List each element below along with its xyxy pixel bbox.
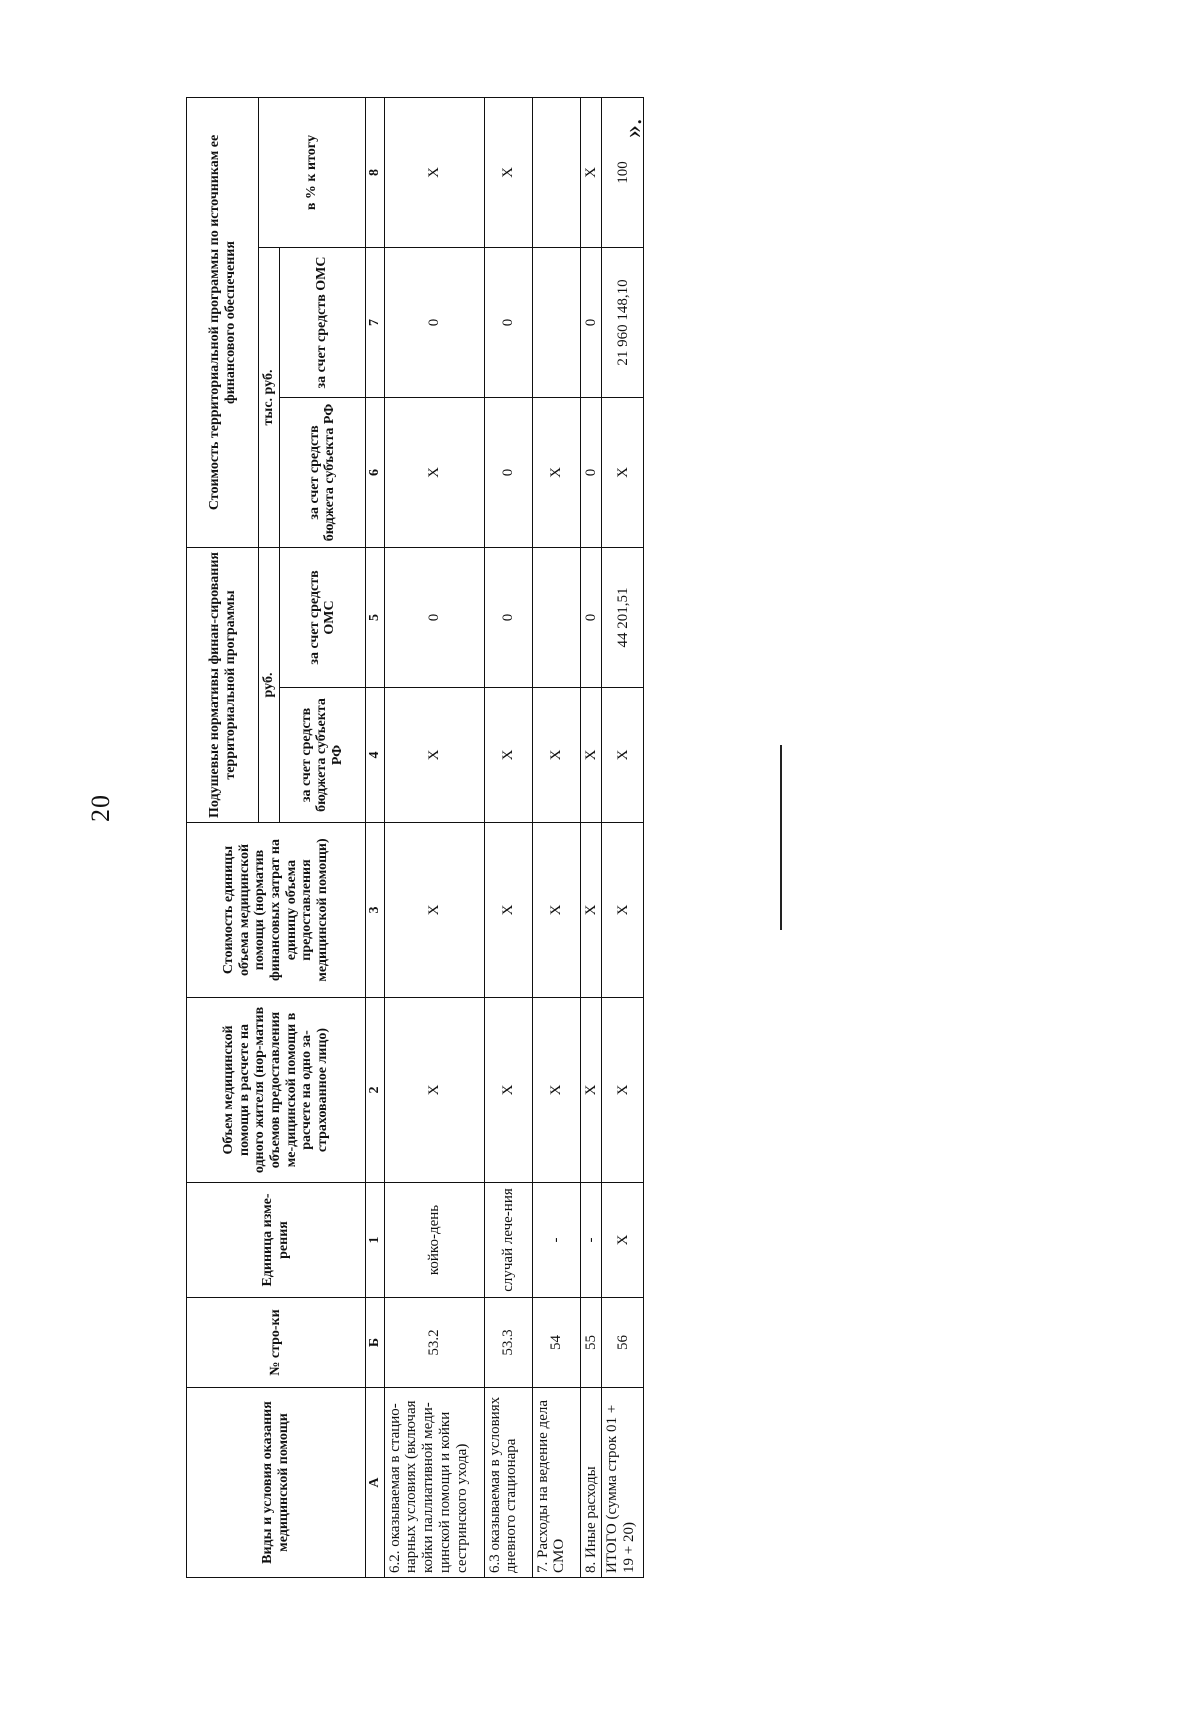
cell-unit-cost: X (484, 823, 532, 998)
closing-quote: ». (618, 118, 647, 138)
column-number: 4 (365, 688, 384, 823)
cell-kind: ИТОГО (сумма строк 01 + 19 + 20) (602, 1388, 644, 1578)
column-number: 7 (365, 248, 384, 398)
column-number: 6 (365, 398, 384, 548)
table-row (484, 98, 532, 1578)
header-pc-budget: за счет средств бюджета субъекта РФ (279, 688, 365, 823)
cell-pct: X (484, 98, 532, 248)
header-pct: в % к итогу (259, 98, 366, 248)
cell-pct: 100 (602, 98, 644, 248)
cell-pc-budget: X (384, 688, 484, 823)
header-pc-oms: за счет средств ОМС (279, 548, 365, 688)
cell-cost-oms (532, 248, 580, 398)
cell-pc-oms: 44 201,51 (602, 548, 644, 688)
column-number-row (365, 98, 384, 1578)
header-per-capita-units: руб. (259, 548, 280, 823)
cell-row-no: 56 (602, 1298, 644, 1388)
cell-pc-oms: 0 (384, 548, 484, 688)
page-number: 20 (86, 794, 115, 822)
cell-pc-budget: X (484, 688, 532, 823)
header-cost-oms: за счет средств ОМС (279, 248, 365, 398)
header-program-cost-units: тыс. руб. (259, 248, 280, 548)
header-kind: Виды и условия оказания медицинской помощи (187, 1388, 366, 1578)
cell-cost-budget: 0 (580, 398, 602, 548)
column-number: А (365, 1388, 384, 1578)
column-number: 1 (365, 1183, 384, 1298)
cell-pct: X (580, 98, 602, 248)
cell-unit: - (532, 1183, 580, 1298)
cell-row-no: 54 (532, 1298, 580, 1388)
cell-pct: X (384, 98, 484, 248)
cell-unit-cost: X (532, 823, 580, 998)
column-number: 5 (365, 548, 384, 688)
cell-volume: X (484, 998, 532, 1183)
cell-unit: койко-день (384, 1183, 484, 1298)
cell-unit-cost: X (602, 823, 644, 998)
cell-pct (532, 98, 580, 248)
cell-cost-oms: 0 (384, 248, 484, 398)
table-row (384, 98, 484, 1578)
cell-cost-budget: X (532, 398, 580, 548)
cell-unit-cost: X (384, 823, 484, 998)
cell-kind: 6.3 оказываемая в условиях дневного стационара (484, 1388, 532, 1578)
cell-volume: X (602, 998, 644, 1183)
cell-kind: 6.2. оказываемая в стацио-нарных условиях (включая койки паллиативной меди-цинской помощи и койки сестринского ухода) (384, 1388, 484, 1578)
cell-cost-oms: 0 (484, 248, 532, 398)
cell-row-no: 53.2 (384, 1298, 484, 1388)
header-unit: Единица изме-рения (187, 1183, 366, 1298)
cell-pc-oms: 0 (580, 548, 602, 688)
cell-kind: 8. Иные расходы (580, 1388, 602, 1578)
cell-pc-budget: X (580, 688, 602, 823)
financing-table (186, 97, 644, 1578)
column-number: 3 (365, 823, 384, 998)
column-number: 2 (365, 998, 384, 1183)
column-number: 8 (365, 98, 384, 248)
header-cost-budget: за счет средств бюджета субъекта РФ (279, 398, 365, 548)
cell-row-no: 55 (580, 1298, 602, 1388)
table-row (532, 98, 580, 1578)
table-row-total (602, 98, 644, 1578)
cell-unit: случай лече-ния (484, 1183, 532, 1298)
cell-cost-oms: 0 (580, 248, 602, 398)
cell-cost-budget: X (384, 398, 484, 548)
cell-volume: X (532, 998, 580, 1183)
cell-cost-budget: 0 (484, 398, 532, 548)
table-row (580, 98, 602, 1578)
cell-unit: X (602, 1183, 644, 1298)
cell-kind: 7. Расходы на ведение дела СМО (532, 1388, 580, 1578)
separator-line (780, 745, 782, 930)
cell-row-no: 53.3 (484, 1298, 532, 1388)
column-number: Б (365, 1298, 384, 1388)
header-per-capita: Подушевые нормативы финан-сирования территориальной программы (187, 548, 259, 823)
cell-pc-budget: X (532, 688, 580, 823)
header-program-cost: Стоимость территориальной программы по источникам ее финансового обеспечения (187, 98, 259, 548)
header-row-top (187, 98, 259, 1578)
header-row-no: № стро-ки (187, 1298, 366, 1388)
header-volume: Объем медицинской помощи в расчете на одного жителя (нор-матив объемов предоставления ме-дицинской помощи в расчете на одно за-страхованное лицо) (187, 998, 366, 1183)
cell-unit-cost: X (580, 823, 602, 998)
header-unit-cost: Стоимость единицы объема медицинской помощи (норматив финансовых затрат на единицу объема предоставления медицинской помощи) (187, 823, 366, 998)
cell-cost-oms: 21 960 148,10 (602, 248, 644, 398)
cell-unit: - (580, 1183, 602, 1298)
rotated-table-container (186, 98, 638, 1578)
cell-volume: X (384, 998, 484, 1183)
cell-pc-oms (532, 548, 580, 688)
cell-cost-budget: X (602, 398, 644, 548)
cell-volume: X (580, 998, 602, 1183)
cell-pc-budget: X (602, 688, 644, 823)
cell-pc-oms: 0 (484, 548, 532, 688)
